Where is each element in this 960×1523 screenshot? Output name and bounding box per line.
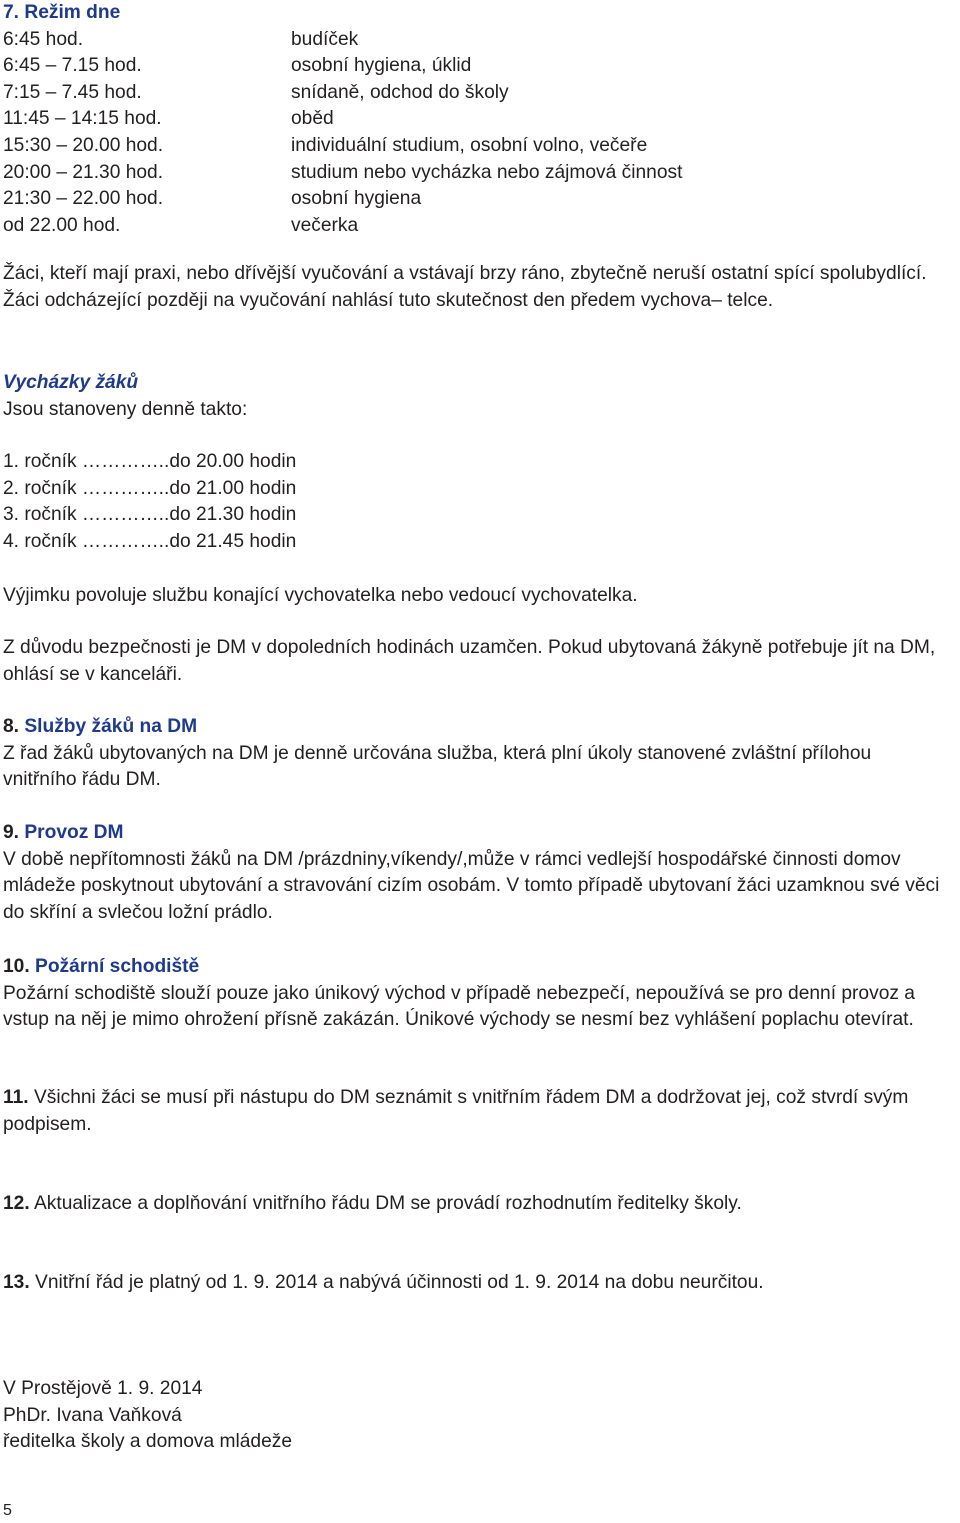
walks-section — [3, 370, 247, 423]
section-8 — [3, 714, 938, 794]
page-number: 5 — [3, 1502, 12, 1519]
section-11 — [3, 1085, 938, 1138]
section-9-text: V době nepřítomnosti žáků na DM /prázdniny,víkendy/,může v rámci vedlejší hospodářské činnosti domov mládeže poskytnout ubytování a stravování cizím osobám. V tomto případě ubytovaní žáci uzamknou své věci do skříní a svlečou ložní prádlo. — [3, 848, 940, 923]
schedule-activity: oběd — [291, 108, 334, 130]
section-10-text: Požární schodiště slouží pouze jako únikový východ v případě nebezpečí, nepoužívá se pro denní provoz a vstup na něj je mimo ohrožení přísně zakázán. Únikové východy se nesmí bez vyhlášení poplachu otevírat. — [3, 982, 915, 1031]
schedule-activity: večerka — [291, 214, 359, 236]
section-7 — [3, 0, 682, 239]
schedule-activity: osobní hygiena — [291, 188, 422, 210]
walks-intro: Jsou stanoveny denně takto: — [3, 398, 248, 420]
schedule-activity: snídaně, odchod do školy — [291, 81, 509, 103]
section-11-text: Všichni žáci se musí při nástupu do DM seznámit s vnitřním řádem DM a dodržovat jej, což stvrdí svým podpisem. — [3, 1087, 909, 1135]
section-9-title: Provoz DM — [24, 822, 124, 843]
walks-item: 4. ročník …………..do 21.45 hodin — [3, 530, 297, 552]
section-12 — [3, 1191, 938, 1218]
walks-security: Z důvodu bezpečnosti je DM v dopoledních hodinách uzamčen. Pokud ubytovaná žákyně potřebuje jít na DM, ohlásí se v kanceláři. — [3, 637, 936, 685]
walks-item: 1. ročník …………..do 20.00 hodin — [3, 451, 297, 472]
schedule-time: 21:30 – 22.00 hod. — [3, 188, 164, 210]
section-8-title: Služby žáků na DM — [24, 716, 198, 737]
schedule-activity: individuální studium, osobní volno, večeře — [291, 134, 648, 156]
section-13 — [3, 1270, 938, 1297]
schedule-activity: budíček — [291, 28, 359, 50]
section-10 — [3, 954, 958, 1034]
schedule-time: 20:00 – 21.30 hod. — [3, 161, 164, 183]
section-8-number: 8. — [3, 716, 20, 737]
walks-item: 3. ročník …………..do 21.30 hodin — [3, 504, 297, 526]
walks-title: Vycházky žáků — [3, 372, 139, 393]
signature-place-date: V Prostějově 1. 9. 2014 — [3, 1378, 203, 1399]
schedule-activity: studium nebo vycházka nebo zájmová činnost — [291, 161, 683, 183]
signature-block — [3, 1376, 292, 1456]
section-8-text: Z řad žáků ubytovaných na DM je denně určována služba, která plní úkoly stanovené zvláštní přílohou vnitřního řádu DM. — [3, 742, 872, 791]
schedule-time: 6:45 hod. — [3, 28, 84, 50]
schedule-time: 15:30 – 20.00 hod. — [3, 134, 164, 156]
section-13-text: Vnitřní řád je platný od 1. 9. 2014 a nabývá účinnosti od 1. 9. 2014 na dobu neurčitou. — [35, 1272, 764, 1293]
walks-list — [3, 449, 296, 555]
walks-item: 2. ročník …………..do 21.00 hodin — [3, 477, 297, 499]
section-9-number: 9. — [3, 822, 20, 843]
section-10-title: Požární schodiště — [35, 956, 200, 977]
schedule-time: 11:45 – 14:15 hod. — [3, 108, 162, 130]
walks-exception: Výjimku povoluje službu konající vychovatelka nebo vedoucí vychovatelka. — [3, 585, 638, 606]
schedule-time: od 22.00 hod. — [3, 214, 121, 236]
section-12-number: 12. — [3, 1193, 30, 1214]
section-7-paragraph: Žáci, kteří mají praxi, nebo dřívější vyučování a vstávají brzy ráno, zbytečně neruší ostatní spící spolubydlící. Žáci odcházející později na vyučování nahlásí tuto skutečnost den předem vychova– telce. — [3, 263, 927, 311]
daily-schedule — [3, 27, 682, 240]
schedule-time: 7:15 – 7.45 hod. — [3, 81, 142, 103]
section-7-title: 7. Režim dne — [3, 2, 121, 23]
signature-role: ředitelka školy a domova mládeže — [3, 1431, 293, 1453]
section-10-number: 10. — [3, 956, 30, 977]
signature-name: PhDr. Ivana Vaňková — [3, 1404, 182, 1426]
schedule-time: 6:45 – 7.15 hod. — [3, 55, 142, 77]
section-13-number: 13. — [3, 1272, 30, 1293]
section-9 — [3, 820, 958, 926]
section-12-text: Aktualizace a doplňování vnitřního řádu DM se provádí rozhodnutím ředitelky školy. — [33, 1193, 742, 1214]
schedule-activity: osobní hygiena, úklid — [291, 55, 472, 77]
section-11-number: 11. — [3, 1087, 29, 1108]
